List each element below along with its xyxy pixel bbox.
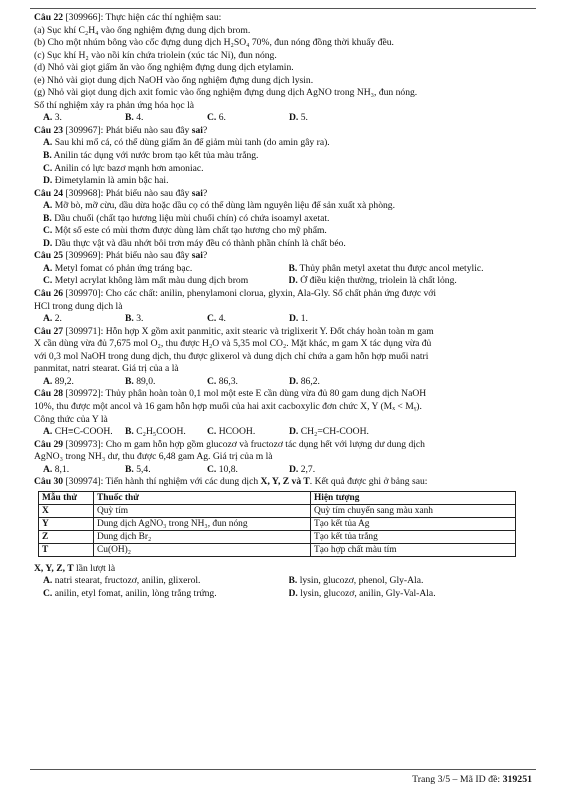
table-cell: Y	[39, 517, 94, 530]
option-d: D. Ở điều kiện thường, triolein là chất lỏng.	[288, 275, 457, 287]
table-cell: Quỳ tím	[94, 504, 311, 517]
option-c: C. Metyl acrylat không làm mất màu dung dịch brom	[43, 275, 249, 287]
top-rule	[30, 8, 536, 9]
option-a: A. CH≡C-COOH.	[43, 426, 113, 438]
table-row	[39, 504, 516, 517]
option-b: B. Thủy phân metyl axetat thu được ancol metylic.	[288, 262, 484, 274]
option-b: B. 89,0.	[125, 375, 156, 387]
table-cell: Dung dịch Br₂	[94, 530, 311, 543]
option-b: B. 5,4.	[125, 463, 151, 475]
option-a: A. 8,1.	[43, 463, 70, 475]
table-cell: X	[39, 504, 94, 517]
q26-options	[34, 313, 534, 326]
q22-item: (b) Cho một nhúm bông vào cốc đựng dung dịch H₂SO₄ 70%, đun nóng đồng thời khuấy đều.	[34, 37, 394, 49]
question-27: Câu 27 [309971]: Hỗn hợp X gồm axit panmitic, axit stearic và triglixerit Y. Đốt cháy hoàn toàn m gam	[34, 325, 434, 337]
bottom-rule	[30, 769, 536, 770]
q22-item: (d) Nhỏ vài giọt giấm ăn vào ống nghiệm đựng dung dịch etylamin.	[34, 62, 294, 74]
q26-text: HCl trong dung dịch là	[34, 300, 123, 312]
question-29: Câu 29 [309973]: Cho m gam hỗn hợp gồm glucozơ và fructozơ tác dụng hết với lượng dư dung dịch	[34, 438, 425, 450]
q22-options	[34, 112, 534, 125]
q22-prompt: Số thí nghiệm xảy ra phản ứng hóa học là	[34, 99, 194, 111]
q28-text: Công thức của Y là	[34, 413, 108, 425]
q29-text: AgNO₃ trong NH₃ dư, thu được 6,48 gam Ag. Giá trị của m là	[34, 451, 273, 463]
option-c: C. 10,8.	[207, 463, 238, 475]
option-c: C. 86,3.	[207, 375, 238, 387]
table-header-cell: Thuốc thử	[94, 491, 311, 504]
q27-text: với 0,3 mol NaOH trong dung dịch, thu được glixerol và dung dịch chỉ chứa a gam hỗn hợp muối natri	[34, 350, 429, 362]
table-cell: Tạo kết tủa Ag	[311, 517, 516, 530]
option-b: B. Anilin tác dụng với nước brom tạo kết tủa màu trắng.	[43, 150, 259, 162]
table-row	[39, 530, 516, 543]
option-c: C. 4.	[207, 313, 226, 325]
option-c: C. anilin, etyl fomat, anilin, lòng trắng trứng.	[43, 587, 217, 599]
question-25: Câu 25 [309969]: Phát biểu nào sau đây sai?	[34, 250, 208, 262]
question-28: Câu 28 [309972]: Thủy phân hoàn toàn 0,1 mol một este E cần dùng vừa đủ 80 gam dung dịch NaOH	[34, 388, 427, 400]
option-d: D. 5.	[289, 112, 308, 124]
page-footer: Trang 3/5 – Mã ID đề: 319251	[412, 774, 532, 785]
table-header-cell: Hiện tượng	[311, 491, 516, 504]
table-cell: Quỳ tím chuyển sang màu xanh	[311, 504, 516, 517]
q25-options-row1	[34, 263, 534, 276]
option-d: D. 1.	[289, 313, 308, 325]
q25-options-row2	[34, 275, 534, 288]
q28-text: 10%, thu được một ancol và 16 gam hỗn hợp muối của hai axit cacboxylic đơn chức X, Y (Mₓ < Mᵧ).	[34, 400, 422, 412]
q22-item: (g) Nhỏ vài giọt dung dịch axit fomic vào ống nghiệm đựng dung dịch AgNO trong NH₃, đun nóng.	[34, 87, 418, 99]
option-a: A. 89,2.	[43, 375, 74, 387]
question-30: Câu 30 [309974]: Tiến hành thí nghiệm với các dung dịch X, Y, Z và T. Kết quả được ghi ở bảng sau:	[34, 476, 428, 488]
option-b: B. C₂H₅COOH.	[125, 426, 186, 438]
exam-page	[34, 12, 534, 600]
q22-item: (e) Nhỏ vài giọt dung dịch NaOH vào ống nghiệm đựng dung dịch lysin.	[34, 74, 314, 86]
q29-options	[34, 464, 534, 477]
option-c: C. Anilin có lực bazơ mạnh hơn amoniac.	[43, 162, 204, 174]
q30-prompt: X, Y, Z, T lần lượt là	[34, 562, 116, 574]
option-d: D. 2,7.	[289, 463, 316, 475]
option-a: A. 3.	[43, 112, 62, 124]
table-row	[39, 517, 516, 530]
table-cell: Tạo kết tủa trắng	[311, 530, 516, 543]
results-table	[38, 491, 516, 557]
option-b: B. 3.	[125, 313, 144, 325]
option-a: A. natri stearat, fructozơ, anilin, glixerol.	[43, 575, 201, 587]
q30-options-row1	[34, 575, 534, 588]
option-d: D. Đimetylamin là amin bậc hai.	[43, 175, 169, 187]
table-cell: Cu(OH)₂	[94, 543, 311, 556]
table-cell: T	[39, 543, 94, 556]
option-b: B. 4.	[125, 112, 144, 124]
table-cell: Tạo hợp chất màu tím	[311, 543, 516, 556]
q28-options	[34, 426, 534, 439]
option-c: C. Một số este có mùi thơm được dùng làm chất tạo hương cho mỹ phẩm.	[43, 225, 327, 237]
question-23: Câu 23 [309967]: Phát biểu nào sau đây sai?	[34, 124, 208, 136]
option-c: C. 6.	[207, 112, 226, 124]
question-26: Câu 26 [309970]: Cho các chất: anilin, phenylamoni clorua, glyxin, Ala-Gly. Số chất phản ứng được với	[34, 288, 437, 300]
option-a: A. Sau khi mổ cá, có thể dùng giấm ăn để giảm mùi tanh (do amin gây ra).	[43, 137, 330, 149]
option-b: B. Dầu chuối (chất tạo hương liệu mùi chuối chín) có chứa isoamyl axetat.	[43, 212, 330, 224]
option-d: D. Dầu thực vật và dầu nhớt bôi trơn máy đều có thành phần chính là chất béo.	[43, 237, 346, 249]
table-row	[39, 543, 516, 556]
q22-item: (c) Sục khí H₂ vào nồi kín chứa triolein (xúc tác Ni), đun nóng.	[34, 49, 277, 61]
q27-text: panmitat, natri stearat. Giá trị của a là	[34, 363, 179, 375]
q27-text: X cần dùng vừa đủ 7,675 mol O₂, thu được H₂O và 5,35 mol CO₂. Mặt khác, m gam X tác dụng vừa đủ	[34, 338, 432, 350]
question-22: Câu 22 [309966]: Thực hiện các thí nghiệm sau:	[34, 12, 222, 23]
option-d: D. CH₂=CH-COOH.	[289, 426, 369, 438]
table-header-cell: Mẫu thử	[39, 491, 94, 504]
option-d: D. 86,2.	[289, 375, 320, 387]
option-b: B. lysin, glucozơ, phenol, Gly-Ala.	[288, 575, 424, 587]
option-a: A. Mỡ bò, mỡ cừu, dầu dừa hoặc dầu cọ có thể dùng làm nguyên liệu để sản xuất xà phòng.	[43, 200, 395, 212]
option-a: A. 2.	[43, 313, 62, 325]
option-c: C. HCOOH.	[207, 426, 256, 438]
q30-options-row2	[34, 588, 534, 601]
q27-options	[34, 376, 534, 389]
q22-item: (a) Sục khí C₂H₄ vào ống nghiệm đựng dung dịch brom.	[34, 24, 251, 36]
option-a: A. Metyl fomat có phản ứng tráng bạc.	[43, 262, 193, 274]
table-header-row	[39, 491, 516, 504]
table-cell: Z	[39, 530, 94, 543]
option-d: D. lysin, glucozơ, anilin, Gly-Val-Ala.	[288, 587, 436, 599]
question-24: Câu 24 [309968]: Phát biểu nào sau đây sai?	[34, 187, 208, 199]
table-cell: Dung dịch AgNO₃ trong NH₃, đun nóng	[94, 517, 311, 530]
